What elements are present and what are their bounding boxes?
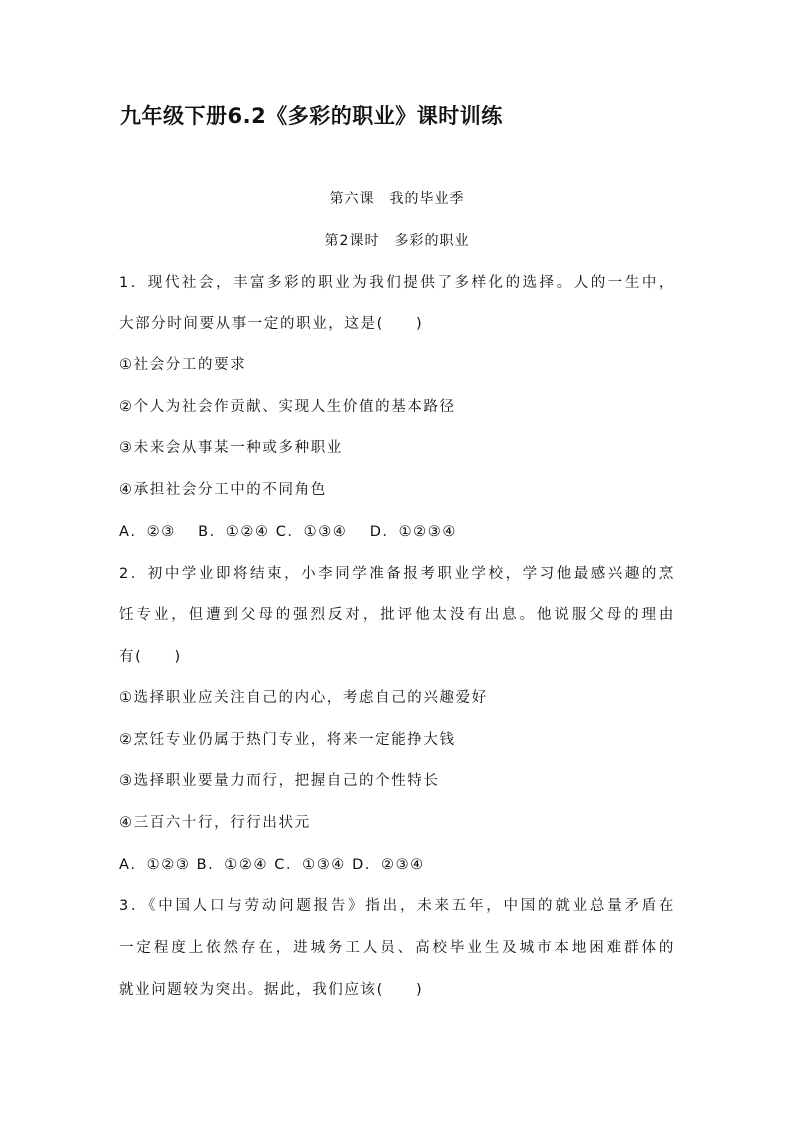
question-stem-line: 1．现代社会，丰富多彩的职业为我们提供了多样化的选择。人的一生中，: [119, 275, 675, 291]
answer-options: A．①②③ B．①②④ C．①③④ D．②③④: [119, 857, 425, 873]
section-heading: 第2课时 多彩的职业: [324, 233, 470, 249]
statement-item: ①社会分工的要求: [119, 357, 247, 373]
statement-item: ③未来会从事某一种或多种职业: [119, 440, 343, 456]
statement-item: ④承担社会分工中的不同角色: [119, 482, 327, 498]
statement-item: ②个人为社会作贡献、实现人生价值的基本路径: [119, 399, 456, 415]
question-stem-line: 有( ): [119, 649, 182, 665]
lesson-heading: 第六课 我的毕业季: [329, 191, 465, 207]
question-stem-line: 大部分时间要从事一定的职业，这是( ): [119, 316, 424, 332]
question-stem-line: 一定程度上依然存在，进城务工人员、高校毕业生及城市本地困难群体的: [119, 940, 675, 956]
statement-item: ②烹饪专业仍属于热门专业，将来一定能挣大钱: [119, 732, 456, 748]
document-title: 九年级下册6.2《多彩的职业》课时训练: [120, 104, 503, 128]
statement-item: ①选择职业应关注自己的内心，考虑自己的兴趣爱好: [119, 690, 488, 706]
statement-item: ④三百六十行，行行出状元: [119, 815, 311, 831]
question-stem-line: 就业问题较为突出。据此，我们应该( ): [119, 982, 424, 998]
question-stem-line: 饪专业，但遭到父母的强烈反对，批评他太没有出息。他说服父母的理由: [119, 607, 675, 623]
answer-options: A．②③ B．①②④ C．①③④ D．①②③④: [119, 524, 457, 540]
question-stem-line: 3．《中国人口与劳动问题报告》指出，未来五年，中国的就业总量矛盾在: [119, 898, 675, 914]
question-stem-line: 2．初中学业即将结束，小李同学准备报考职业学校，学习他最感兴趣的烹: [119, 566, 675, 582]
statement-item: ③选择职业要量力而行，把握自己的个性特长: [119, 773, 440, 789]
